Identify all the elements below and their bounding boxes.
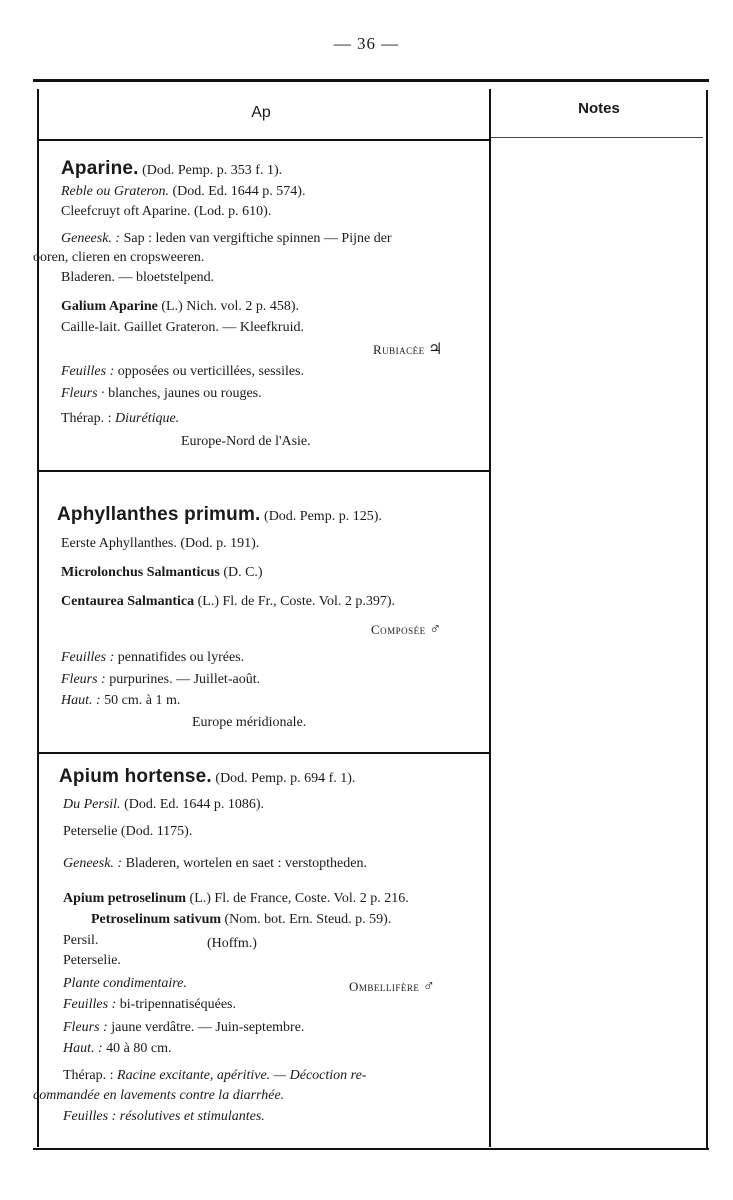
therapy: Racine excitante, apéritive. — Décoction re-: [117, 1068, 367, 1083]
synonym-reference: (L.) Fl. de Fr., Coste. Vol. 2 p.397).: [197, 594, 396, 609]
entry-divider-1: [37, 470, 491, 472]
label: Thérap. :: [63, 1068, 114, 1083]
table-right-border: [706, 90, 708, 1148]
flemish-name: Cleefcruyt oft Aparine. (Lod. p. 610).: [61, 204, 272, 219]
synonym-reference: (Nom. bot. Ern. Steud. p. 59).: [224, 912, 392, 927]
column-header-ap: Ap: [251, 104, 271, 121]
label: Feuilles :: [61, 650, 115, 665]
headword: Apium hortense.: [59, 766, 212, 787]
reference: (Dod. Ed. 1644 p. 574).: [172, 184, 306, 199]
leaves-note: Bladeren. — bloetstelpend.: [61, 270, 215, 285]
medicinal-note: Sap : leden van vergiftiche spinnen — Pijne der: [123, 231, 392, 246]
synonym: Galium Aparine: [61, 299, 158, 314]
notes-header-rule: [491, 137, 703, 138]
label: Haut. :: [63, 1041, 103, 1056]
therapy: Diurétique.: [115, 411, 180, 426]
flemish-name: Peterselie (Dod. 1175).: [63, 824, 193, 839]
author: (Hoffm.): [207, 936, 257, 951]
height: 50 cm. à 1 m.: [104, 693, 181, 708]
synonym-reference: (L.) Fl. de France, Coste. Vol. 2 p. 216.: [189, 891, 409, 906]
biennial-symbol: ♂: [422, 978, 435, 995]
herbal-table: [33, 79, 709, 1150]
synonym: Petroselinum sativum: [91, 912, 222, 927]
flemish-name: Eerste Aphyllanthes. (Dod. p. 191).: [61, 536, 260, 551]
label: Feuilles :: [63, 1109, 117, 1124]
common-names: Caille-lait. Gaillet Grateron. — Kleefkruid.: [61, 320, 304, 335]
height: 40 à 80 cm.: [106, 1041, 172, 1056]
medicinal-note: Bladeren, wortelen en saet : verstoptheden.: [125, 856, 367, 871]
flemish-name: Peterselie.: [63, 953, 121, 968]
perennial-symbol: ♃: [428, 341, 443, 358]
table-left-border: [37, 89, 39, 1147]
leaves-use: résolutives et stimulantes.: [119, 1109, 265, 1124]
usage: Plante condimentaire.: [63, 976, 187, 991]
page-number: — 36 —: [333, 34, 400, 53]
label: Geneesk. :: [63, 856, 123, 871]
synonym-reference: (D. C.): [223, 565, 263, 580]
label: Geneesk. :: [61, 231, 121, 246]
leaves-description: bi-tripennatiséquées.: [119, 997, 237, 1012]
label: Fleurs :: [61, 672, 106, 687]
synonym: Microlonchus Salmanticus: [61, 565, 220, 580]
flowers-description: jaune verdâtre. — Juin-septembre.: [111, 1020, 305, 1035]
label: Feuilles :: [61, 364, 115, 379]
label: Haut. :: [61, 693, 101, 708]
medicinal-note-cont: ooren, clieren en cropsweeren.: [33, 250, 205, 265]
reference: (Dod. Pemp. p. 125).: [264, 509, 382, 524]
reference: (Dod. Pemp. p. 353 f. 1).: [142, 163, 283, 178]
family-name: Ombellifère: [349, 979, 420, 994]
distribution: Europe-Nord de l'Asie.: [181, 434, 311, 449]
family-name: Rubiacée: [373, 342, 425, 357]
entry-divider-2: [37, 752, 491, 754]
therapy-cont: commandée en lavements contre la diarrhée.: [33, 1088, 285, 1103]
french-name: Reble ou Grateron.: [61, 184, 169, 199]
distribution: Europe méridionale.: [192, 715, 307, 730]
biennial-symbol: ♂: [429, 621, 442, 638]
label: Fleurs ·: [61, 386, 105, 401]
family-name: Composée: [371, 622, 426, 637]
column-header-notes: Notes: [578, 100, 620, 117]
synonym: Centaurea Salmantica: [61, 594, 195, 609]
reference: (Dod. Ed. 1644 p. 1086).: [124, 797, 265, 812]
synonym: Apium petroselinum: [63, 891, 187, 906]
reference: (Dod. Pemp. p. 694 f. 1).: [215, 771, 356, 786]
column-divider: [489, 89, 491, 1147]
french-name: Du Persil.: [63, 797, 121, 812]
label: Fleurs :: [63, 1020, 108, 1035]
header-rule: [37, 139, 491, 141]
flowers-description: blanches, jaunes ou rouges.: [108, 386, 262, 401]
synonym-reference: (L.) Nich. vol. 2 p. 458).: [161, 299, 300, 314]
flowers-description: purpurines. — Juillet-août.: [109, 672, 261, 687]
headword: Aphyllanthes primum.: [57, 504, 261, 525]
french-name: Persil.: [63, 933, 99, 948]
leaves-description: pennatifides ou lyrées.: [117, 650, 245, 665]
headword: Aparine.: [61, 158, 139, 179]
label: Feuilles :: [63, 997, 117, 1012]
label: Thérap. :: [61, 411, 112, 426]
leaves-description: opposées ou verticillées, sessiles.: [117, 364, 305, 379]
